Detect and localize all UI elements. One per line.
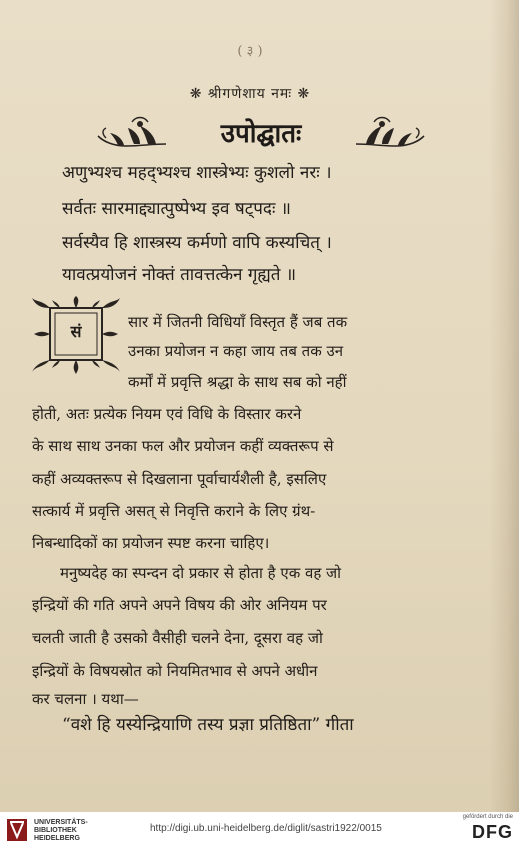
paragraph-line: इन्द्रियों के विषयस्रोत को नियमितभाव से अपने अधीन bbox=[32, 662, 318, 680]
library-name-line: BIBLIOTHEK bbox=[34, 827, 77, 834]
verse-line: सर्वतः सारमाद्द्यात्पुष्पेभ्य इव षट्पदः ॥ bbox=[62, 199, 291, 219]
initial-letter: सं bbox=[70, 322, 82, 341]
university-library-logo-icon bbox=[6, 818, 28, 842]
paragraph-line: कर चलना । यथा— bbox=[32, 690, 139, 708]
page-heading: उपोद्घातः bbox=[220, 119, 302, 149]
paragraph-line: उनका प्रयोजन न कहा जाय तब तक उन bbox=[128, 342, 344, 360]
paragraph-line: होती, अतः प्रत्येक नियम एवं विधि के विस्तार करने bbox=[32, 405, 302, 423]
heading-block bbox=[96, 110, 426, 158]
verse-line: यावत्प्रयोजनं नोक्तं तावत्तत्केन गृह्यते ॥ bbox=[62, 265, 297, 285]
library-name-line: UNIVERSITÄTS- bbox=[34, 819, 88, 826]
paragraph-line: कहीं अव्यक्तरूप से दिखलाना पूर्वाचार्यशैली है, इसलिए bbox=[32, 470, 327, 488]
paragraph-line: मनुष्यदेह का स्पन्दन दो प्रकार से होता है एक वह जो bbox=[60, 564, 342, 582]
paragraph-line: इन्द्रियों की गति अपने अपने विषय की ओर अनियम पर bbox=[32, 596, 327, 614]
funding-note: gefördert durch die bbox=[462, 814, 513, 820]
paragraph-line: निबन्धादिकों का प्रयोजन स्पष्ट करना चाहिए। bbox=[32, 534, 270, 552]
viewer-footer bbox=[0, 812, 519, 847]
page-number: ( ३ ) bbox=[237, 44, 263, 59]
right-floral-ornament-icon bbox=[354, 116, 426, 152]
library-name-line: HEIDELBERG bbox=[34, 835, 80, 842]
library-logo[interactable] bbox=[6, 816, 116, 844]
permalink-url[interactable]: http://digi.ub.uni-heidelberg.de/diglit/sastri1922/0015 bbox=[150, 823, 382, 834]
verse-line: अणुभ्यश्च महद्भ्यश्च शास्त्रेभ्यः कुशलो नरः । bbox=[62, 163, 332, 183]
decorated-initial bbox=[30, 296, 122, 376]
verse-line: सर्वस्यैव हि शास्त्रस्य कर्मणो वापि कस्यचित् । bbox=[62, 233, 332, 253]
library-name bbox=[34, 819, 88, 843]
funder-logo[interactable]: DFG bbox=[472, 822, 513, 842]
paragraph-line: के साथ साथ उनका फल और प्रयोजन कहीं व्यक्तरूप से bbox=[32, 437, 334, 455]
gita-quote: “वशे हि यस्येन्द्रियाणि तस्य प्रज्ञा प्रतिष्ठिता” गीता bbox=[62, 715, 354, 735]
page-edge-shadow bbox=[489, 0, 519, 812]
paragraph-line: सत्कार्य में प्रवृत्ति असत् से निवृत्ति कराने के लिए ग्रंथ- bbox=[32, 502, 316, 520]
paragraph-line: सार में जितनी विधियाँ विस्तृत हैं जब तक bbox=[128, 313, 348, 331]
left-floral-ornament-icon bbox=[96, 116, 168, 152]
paragraph-line: कर्मों में प्रवृत्ति श्रद्धा के साथ सब को नहीं bbox=[128, 373, 347, 391]
invocation-line: ❋ श्रीगणेशाय नमः ❋ bbox=[189, 86, 311, 102]
paragraph-line: चलती जाती है उसको वैसीही चलने देना, दूसरा वह जो bbox=[32, 629, 323, 647]
